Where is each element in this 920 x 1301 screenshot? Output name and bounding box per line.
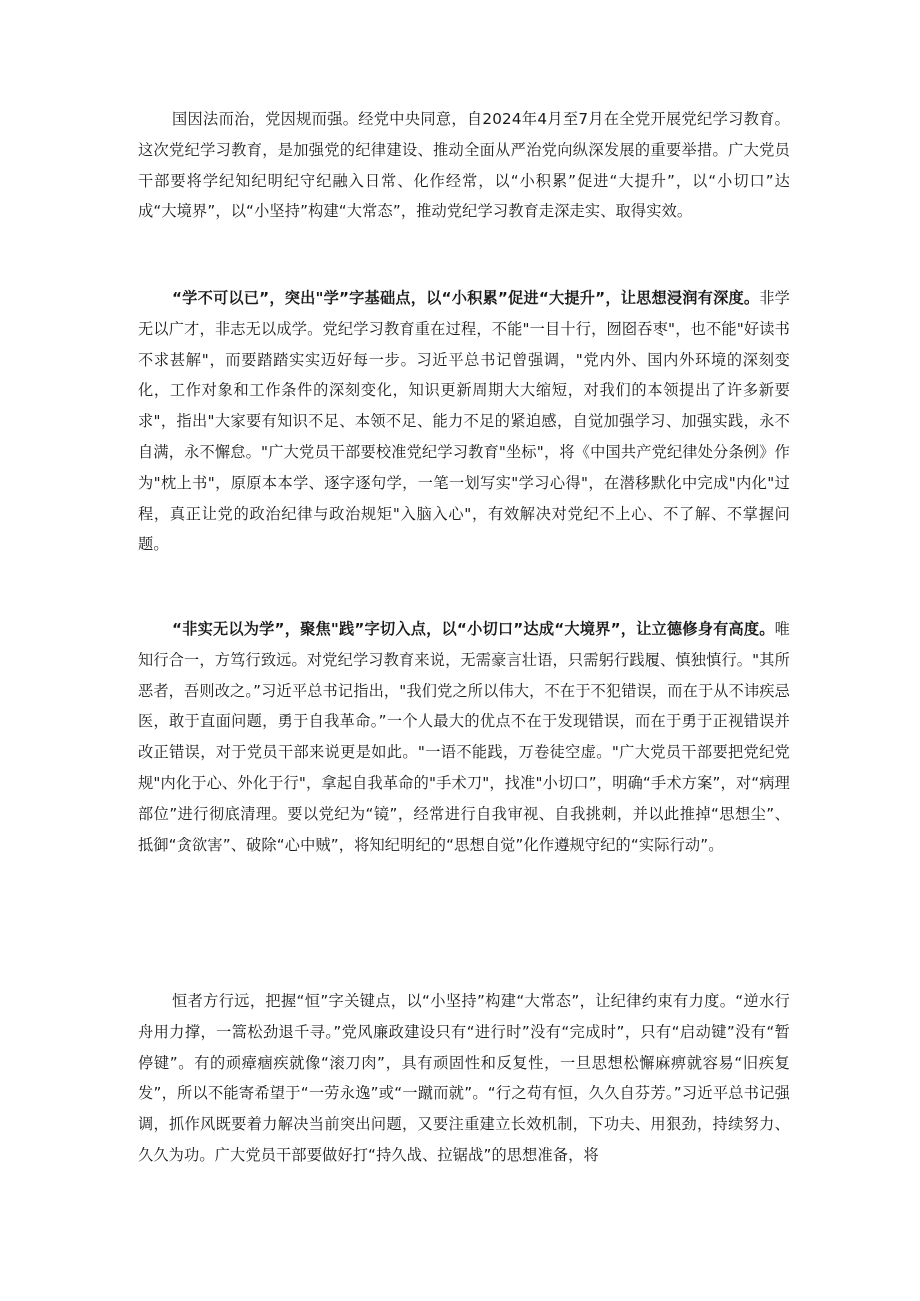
paragraph-practice <box>138 614 790 860</box>
paragraph-lead: “学不可以已”，突出"学”字基础点，以“小积累”促进“大提升”，让思想浸润有深度。 <box>172 289 760 307</box>
paragraph-lead: “非实无以为学”，聚焦"践”字切入点，以“小切口”达成“大境界”，让立德修身有高度。 <box>172 620 775 638</box>
paragraph-intro <box>138 104 790 227</box>
paragraph-body: 非学无以广才，非志无以成学。党纪学习教育重在过程，不能"一目十行，囫囵吞枣"，也不能"好读书不求甚解"，而要踏踏实实迈好每一步。习近平总书记曾强调，"党内外、国内外环境的深刻变化，工作对象和工作条件的深刻变化，知识更新周期大大缩短，对我们的本领提出了许多新要求"，指出"大家要有知识不足、本领不足、能力不足的紧迫感，自觉加强学习、加强实践，永不自满，永不懈怠。"广大党员干部要校准党纪学习教育"坐标"，将《中国共产党纪律处分条例》作为"枕上书"，原原本本学、逐字逐句学，一笔一划写实"学习心得"，在潜移默化中完成"内化"过程，真正让党的政治纪律与政治规矩"入脑入心"，有效解决对党纪不上心、不了解、不掌握问题。 <box>138 289 790 554</box>
paragraph-body: 国因法而治，党因规而强。经党中央同意，自2024年4月至7月在全党开展党纪学习教育。这次党纪学习教育，是加强党的纪律建设、推动全面从严治党向纵深发展的重要举措。广大党员干部要将学纪知纪明纪守纪融入日常、化作经常，以“小积累”促进“大提升”，以“小切口”达成“大境界”，以“小坚持”构建“大常态”，推动党纪学习教育走深走实、取得实效。 <box>138 110 790 221</box>
paragraph-body: 恒者方行远，把握“恒”字关键点，以“小坚持”构建“大常态”，让纪律约束有力度。“逆水行舟用力撑，一篙松劲退千寻。”党风廉政建设只有“进行时”没有“完成时”，只有“启动键”没有“暂停键”。有的顽瘴痼疾就像“滚刀肉”，具有顽固性和反复性，一旦思想松懈麻痹就容易“旧疾复发”，所以不能寄希望于“一劳永逸”或“一蹴而就”。“行之苟有恒，久久自芬芳。”习近平总书记强调，抓作风既要着力解决当前突出问题，又要注重建立长效机制，下功夫、用狠劲，持续努力、久久为功。广大党员干部要做好打“持久战、拉锯战”的思想准备，将 <box>138 992 790 1164</box>
paragraph-body: 唯知行合一，方笃行致远。对党纪学习教育来说，无需豪言壮语，只需躬行践履、慎独慎行。"其所恶者，吾则改之。”习近平总书记指出，"我们党之所以伟大，不在于不犯错误，而在于从不讳疾忌医，敢于直面问题，勇于自我革命。”一个人最大的优点不在于发现错误，而在于勇于正视错误并改正错误，对于党员干部来说更是如此。"一语不能践，万卷徒空虚。"广大党员干部要把党纪党规"内化于心、外化于行"，拿起自我革命的"手术刀"，找准"小切口”，明确“手术方案”，对“病理部位”进行彻底清理。要以党纪为“镜”，经常进行自我审视、自我挑刺，并以此推掉“思想尘”、抵御“贪欲害”、破除“心中贼”，将知纪明纪的“思想自觉”化作遵规守纪的“实际行动”。 <box>138 620 790 854</box>
paragraph-study <box>138 283 790 560</box>
paragraph-persistence <box>138 986 790 1171</box>
